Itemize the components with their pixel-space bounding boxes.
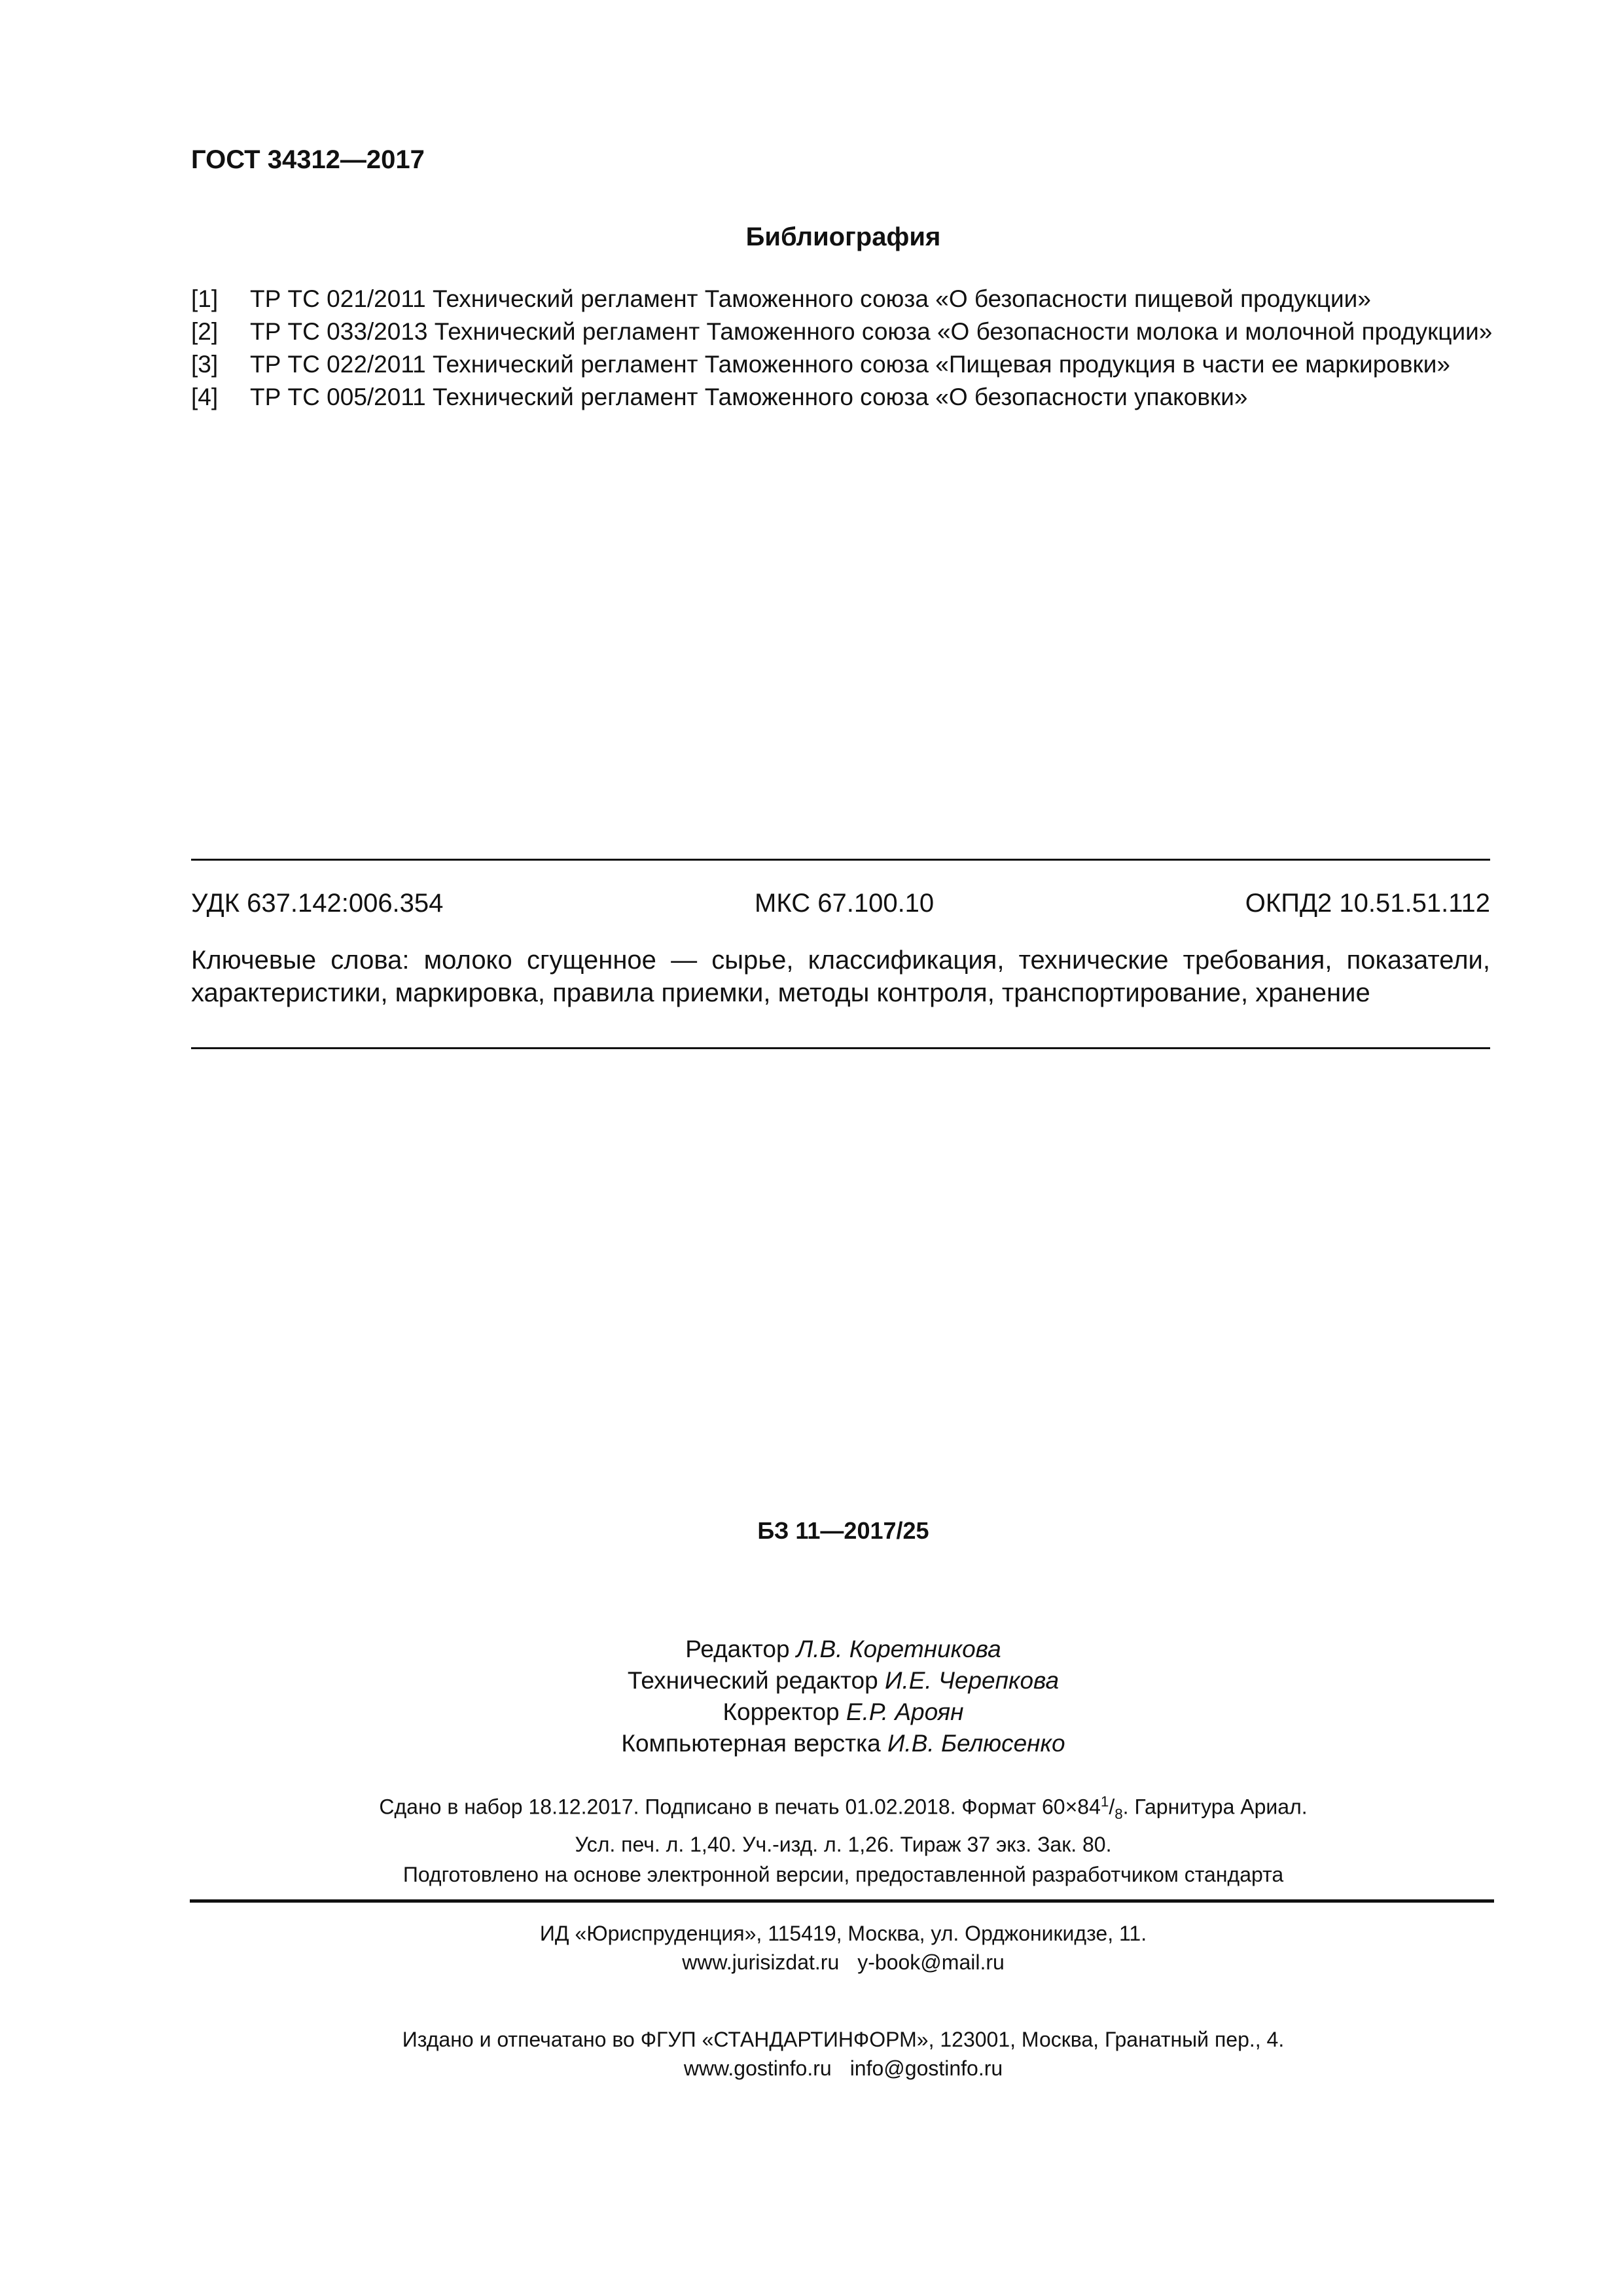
staff-name: Л.В. Коретникова (796, 1636, 1001, 1662)
divider-top (191, 859, 1490, 861)
publisher-email-link[interactable]: y-book@mail.ru (857, 1950, 1005, 1974)
staff-role: Компьютерная верстка (621, 1730, 881, 1757)
bibliography-item-number: [2] (191, 318, 219, 345)
publisher-address: Издано и отпечатано во ФГУП «СТАНДАРТИНФОРМ», 123001, Москва, Гранатный пер., 4. (402, 2028, 1285, 2051)
udk-code: УДК 637.142:006.354 (191, 889, 444, 918)
divider-bottom (191, 1047, 1490, 1049)
bibliography-item (191, 283, 1500, 315)
bibliography-item-text: ТР ТС 022/2011 Технический регламент Таможенного союза «Пищевая продукция в части ее маркировки» (250, 351, 1450, 378)
staff-name: Е.Р. Ароян (846, 1698, 964, 1725)
staff-credits (0, 1634, 1623, 1759)
publisher-standartinform (0, 2025, 1623, 2083)
staff-line (0, 1696, 1623, 1728)
bibliography-item (191, 381, 1500, 414)
publishing-line: Усл. печ. л. 1,40. Уч.-изд. л. 1,26. Тираж 37 экз. Зак. 80. (575, 1833, 1112, 1857)
publisher-site-link[interactable]: www.gostinfo.ru (683, 2056, 832, 2080)
bibliography-item-text: ТР ТС 005/2011 Технический регламент Таможенного союза «О безопасности упаковки» (250, 384, 1248, 410)
bz-number: БЗ 11—2017/25 (757, 1517, 929, 1544)
staff-role: Технический редактор (627, 1667, 878, 1694)
publisher-links (0, 2054, 1623, 2083)
publisher-links (0, 1948, 1623, 1977)
document-number: ГОСТ 34312—2017 (191, 145, 425, 174)
bibliography-item (191, 348, 1500, 381)
publishing-line: Подготовлено на основе электронной версии, предоставленной разработчиком стандарта (402, 1863, 1284, 1887)
bibliography-list (191, 283, 1500, 414)
staff-role: Корректор (722, 1698, 840, 1725)
keywords (191, 944, 1490, 1009)
classification-codes (191, 889, 1490, 918)
keywords-line: характеристики, маркировка, правила приемки, методы контроля, транспортирование, хранение (191, 978, 1370, 1007)
staff-line (0, 1665, 1623, 1696)
publishing-info (0, 1787, 1623, 1890)
staff-role: Редактор (685, 1636, 790, 1662)
bibliography-item (191, 315, 1500, 348)
bibliography-item-number: [4] (191, 384, 219, 410)
divider-thick (190, 1899, 1494, 1903)
publisher-email-link[interactable]: info@gostinfo.ru (849, 2056, 1003, 2080)
publisher-jurisizdat (0, 1919, 1623, 1977)
staff-name: И.В. Белюсенко (887, 1730, 1065, 1757)
staff-name: И.Е. Черепкова (885, 1667, 1060, 1694)
okpd-code: ОКПД2 10.51.51.112 (1245, 889, 1490, 918)
bibliography-item-number: [3] (191, 351, 219, 378)
bibliography-item-text: ТР ТС 033/2013 Технический регламент Таможенного союза «О безопасности молока и молочной продукции» (250, 318, 1493, 345)
bibliography-item-number: [1] (191, 285, 219, 312)
bibliography-item-text: ТР ТС 021/2011 Технический регламент Таможенного союза «О безопасности пищевой продукции» (250, 285, 1371, 312)
mks-code: МКС 67.100.10 (755, 889, 935, 918)
publishing-line: Сдано в набор 18.12.2017. Подписано в печать 01.02.2018. Формат $60\times 84^1/_8$. Гарнитура Ариал. (379, 1793, 1308, 1823)
publisher-site-link[interactable]: www.jurisizdat.ru (682, 1950, 840, 1974)
bibliography-title: Библиография (745, 223, 941, 251)
publisher-address: ИД «Юриспруденция», 115419, Москва, ул. Орджоникидзе, 11. (539, 1922, 1147, 1945)
staff-line (0, 1728, 1623, 1759)
staff-line (0, 1634, 1623, 1665)
keywords-line: Ключевые слова: молоко сгущенное — сырье, классификация, технические требования, показатели, (191, 946, 1490, 975)
